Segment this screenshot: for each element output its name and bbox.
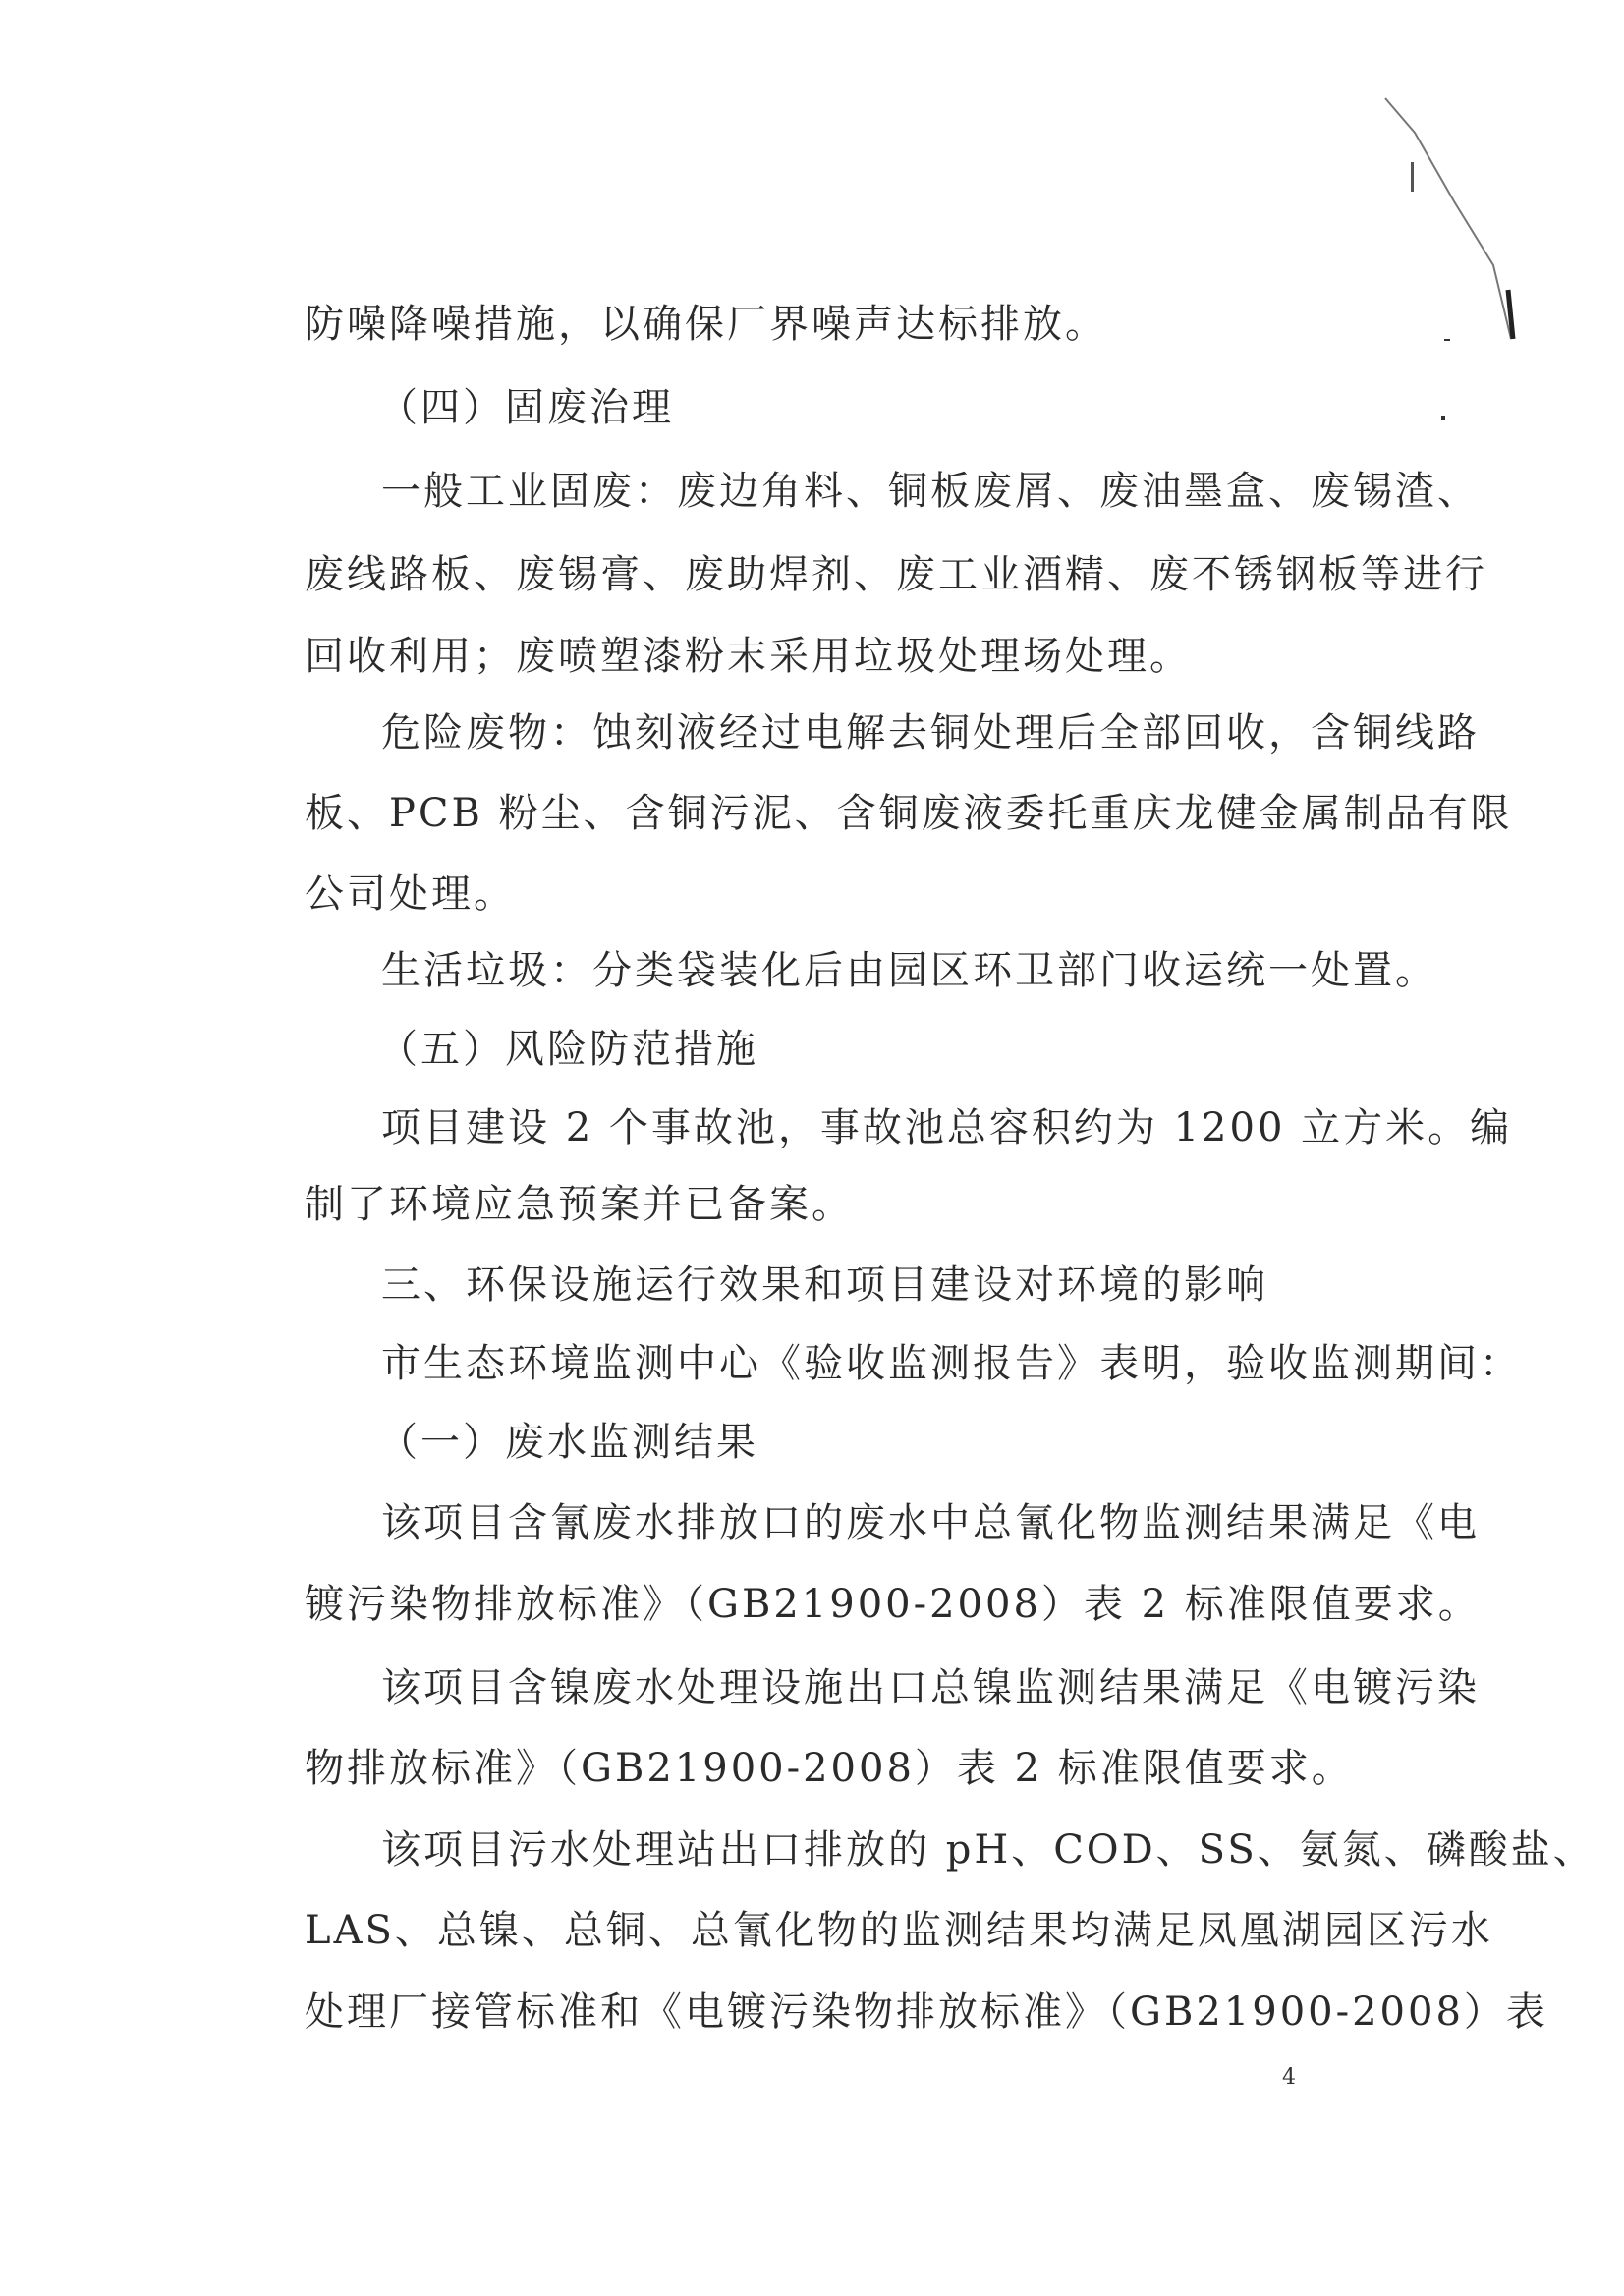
paragraph-line: 回收利用；废喷塑漆粉末采用垃圾处理场处理。 [305, 634, 1192, 679]
paragraph-line: 项目建设 2 个事故池，事故池总容积约为 1200 立方米。编 [381, 1105, 1513, 1150]
paragraph-line: 市生态环境监测中心《验收监测报告》表明，验收监测期间： [381, 1341, 1522, 1386]
paragraph-line: 该项目污水处理站出口排放的 pH、COD、SS、氨氮、磷酸盐、 [381, 1827, 1596, 1873]
page-number: 4 [1282, 2065, 1296, 2090]
section-heading: （五）风险防范措施 [378, 1027, 758, 1072]
paragraph-line: 镀污染物排放标准》（GB21900-2008）表 2 标准限值要求。 [305, 1582, 1481, 1627]
paragraph-line: 该项目含镍废水处理设施出口总镍监测结果满足《电镀污染 [381, 1665, 1480, 1710]
paragraph-line: 制了环境应急预案并已备案。 [305, 1182, 854, 1227]
section-heading: （四）固废治理 [378, 385, 674, 430]
paragraph-line: 公司处理。 [305, 871, 516, 917]
paragraph-line: 处理厂接管标准和《电镀污染物排放标准》（GB21900-2008）表 [305, 1989, 1548, 2035]
section-heading: 三、环保设施运行效果和项目建设对环境的影响 [381, 1262, 1268, 1308]
scan-dot [1441, 416, 1445, 420]
paragraph-line: 板、PCB 粉尘、含铜污泥、含铜废液委托重庆龙健金属制品有限 [305, 791, 1513, 836]
paragraph-line: 一般工业固废：废边角料、铜板废屑、废油墨盒、废锡渣、 [381, 469, 1480, 514]
paragraph-line: 废线路板、废锡膏、废助焊剂、废工业酒精、废不锈钢板等进行 [305, 552, 1487, 597]
paragraph-line: 防噪降噪措施，以确保厂界噪声达标排放。 [305, 302, 1107, 347]
paragraph-line: 该项目含氰废水排放口的废水中总氰化物监测结果满足《电 [381, 1500, 1480, 1545]
paragraph-line: 生活垃圾：分类袋装化后由园区环卫部门收运统一处置。 [381, 948, 1437, 993]
paragraph-line: LAS、总镍、总铜、总氰化物的监测结果均满足凤凰湖园区污水 [305, 1908, 1493, 1953]
scan-dot [1444, 339, 1450, 341]
section-heading: （一）废水监测结果 [378, 1420, 758, 1465]
paragraph-line: 物排放标准》（GB21900-2008）表 2 标准限值要求。 [305, 1746, 1354, 1791]
paragraph-line: 危险废物：蚀刻液经过电解去铜处理后全部回收，含铜线路 [381, 710, 1480, 756]
scan-edge-mark [1375, 93, 1523, 349]
